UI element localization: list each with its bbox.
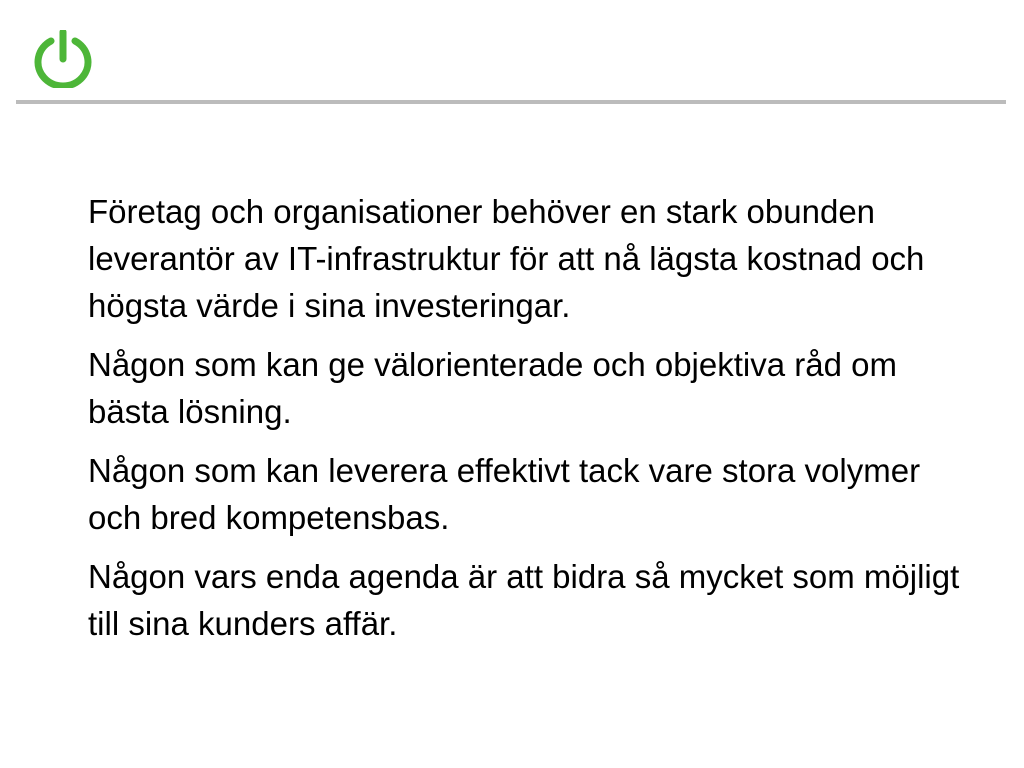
body-text [88,188,968,659]
header-divider [16,100,1006,104]
paragraph-2: Någon som kan ge välorienterade och objektiva råd om bästa lösning. [88,346,897,430]
paragraph-3: Någon som kan leverera effektivt tack vare stora volymer och bred kompetensbas. [88,452,921,536]
paragraph-1: Företag och organisationer behöver en stark obunden leverantör av IT-infrastruktur för att nå lägsta kostnad och högsta värde i sina investeringar. [88,193,925,324]
paragraph-4: Någon vars enda agenda är att bidra så mycket som möjligt till sina kunders affär. [88,558,960,642]
power-icon [32,30,94,88]
